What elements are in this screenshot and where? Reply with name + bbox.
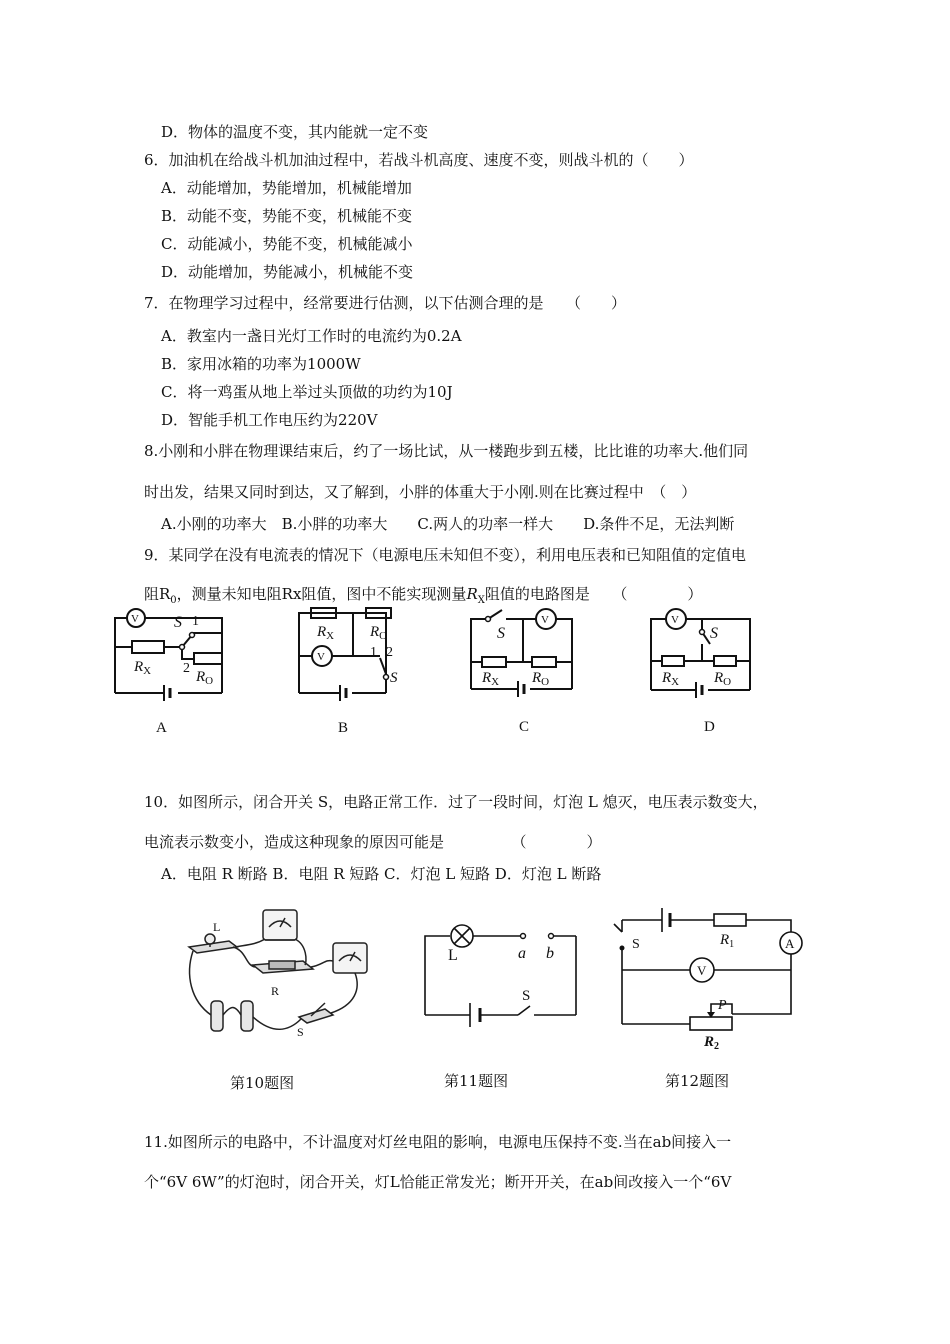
q9a-voltmeter-label: V (131, 613, 139, 625)
q11-line2: 个“6V 6W”的灯泡时，闭合开关，灯L恰能正常发光；断开开关，在ab间改接入一个“6V (144, 1173, 732, 1191)
q9d-switch-label: S (710, 625, 718, 642)
fig12-voltmeter-label: V (697, 963, 707, 978)
q9a-contact-2: 2 (183, 661, 190, 676)
q9c-ro-label: $R_O$ (532, 670, 550, 688)
q9b-rx-label: $R_X$ (317, 624, 335, 642)
q9a-ro-label: $R_O$ (196, 669, 214, 687)
fig12-ammeter-label: A (785, 936, 795, 951)
q9d-ro-label: $R_O$ (714, 670, 732, 688)
q9a-label: A (156, 720, 167, 736)
q5-option-d: D．物体的温度不变，其内能就一定不变 (161, 123, 429, 141)
q9-line1: 9．某同学在没有电流表的情况下（电源电压未知但不变），利用电压表和已知阻值的定值电 (144, 546, 747, 564)
q8-line2: 时出发，结果又同时到达，又了解到，小胖的体重大于小刚.则在比赛过程中 （ ） (144, 483, 697, 501)
q9d-rx-label: $R_X$ (662, 670, 680, 688)
fig11-terminal-a: a (518, 945, 526, 962)
fig12-switch-label: S (632, 937, 640, 952)
q6-option-d: D．动能增加，势能减小，机械能不变 (161, 263, 414, 281)
fig10-switch-label: S (297, 1025, 304, 1039)
q9-circuit-b (296, 608, 421, 738)
q9a-switch-label: S (174, 614, 182, 631)
q9c-voltmeter-label: V (541, 614, 549, 626)
q6-option-a: A．动能增加，势能增加，机械能增加 (161, 179, 412, 197)
q9-line2: 阻$R_0$，测量未知电阻Rx阻值，图中不能实现测量$R_X$阻值的电路图是 （ ） (144, 585, 703, 606)
fig11-switch-label: S (522, 988, 531, 1004)
q10-line2: 电流表示数变小，造成这种现象的原因可能是 （ ） (144, 833, 602, 851)
fig12-circuit (608, 908, 808, 1052)
q7-option-d: D．智能手机工作电压约为220V (161, 411, 378, 429)
fig12-r2-label: $R_2$ (704, 1034, 720, 1052)
q7-option-a: A．教室内一盏日光灯工作时的电流约为0.2A (161, 327, 462, 345)
q11-line1: 11.如图所示的电路中，不计温度对灯丝电阻的影响，电源电压保持不变.当在ab间接入一 (144, 1133, 732, 1151)
q10-options: A．电阻 R 断路 B．电阻 R 短路 C．灯泡 L 短路 D．灯泡 L 断路 (161, 865, 602, 883)
q9a-rx-label: $R_X$ (134, 659, 152, 677)
q9-circuit-a (112, 605, 237, 735)
fig10-resistor-label: R (271, 984, 280, 998)
q9b-contact-2: 2 (386, 645, 393, 660)
q9d-voltmeter-label: V (671, 614, 679, 626)
q9a-contact-1: 1 (192, 614, 199, 629)
q9-circuit-d (648, 604, 773, 734)
fig10-illustration (185, 905, 385, 1040)
fig12-r1-label: $R_1$ (720, 932, 735, 950)
q9b-label: B (338, 720, 349, 736)
q9-circuit-c (468, 604, 593, 734)
fig11-circuit (420, 920, 590, 1035)
fig10-caption: 第10题图 (230, 1074, 295, 1092)
q6-option-b: B．动能不变，势能不变，机械能不变 (161, 207, 413, 225)
q9c-label: C (519, 719, 530, 735)
q9b-voltmeter-label: V (317, 651, 325, 663)
fig12-slider-label: P (718, 998, 727, 1013)
fig11-caption: 第11题图 (444, 1072, 509, 1090)
q9c-rx-label: $R_X$ (482, 670, 500, 688)
q7-option-b: B．家用冰箱的功率为1000W (161, 355, 361, 373)
q6-option-c: C．动能减小，势能不变，机械能减小 (161, 235, 413, 253)
q9d-label: D (704, 719, 715, 735)
q7-option-c: C．将一鸡蛋从地上举过头顶做的功约为10J (161, 383, 453, 401)
q8-line1: 8.小刚和小胖在物理课结束后，约了一场比试，从一楼跑步到五楼，比比谁的功率大.他们同 (144, 442, 749, 460)
fig11-terminal-b: b (546, 945, 554, 962)
q10-line1: 10．如图所示，闭合开关 S，电路正常工作．过了一段时间，灯泡 L 熄灭，电压表示数变大， (144, 793, 768, 811)
fig11-lamp-label: L (448, 947, 458, 964)
fig10-lamp-label: L (213, 920, 221, 934)
q6-stem: 6．加油机在给战斗机加油过程中，若战斗机高度、速度不变，则战斗机的（ ） (144, 151, 694, 169)
q9b-switch-label: S (390, 670, 398, 686)
q9b-contact-1: 1 (370, 645, 377, 660)
q9b-ro-label: $R_O$ (370, 624, 388, 642)
q8-options: A.小刚的功率大 B.小胖的功率大 C.两人的功率一样大 D.条件不足，无法判断 (161, 515, 735, 533)
q9c-switch-label: S (497, 625, 505, 642)
fig12-caption: 第12题图 (665, 1072, 730, 1090)
q7-stem: 7．在物理学习过程中，经常要进行估测，以下估测合理的是 （ ） (144, 294, 627, 312)
